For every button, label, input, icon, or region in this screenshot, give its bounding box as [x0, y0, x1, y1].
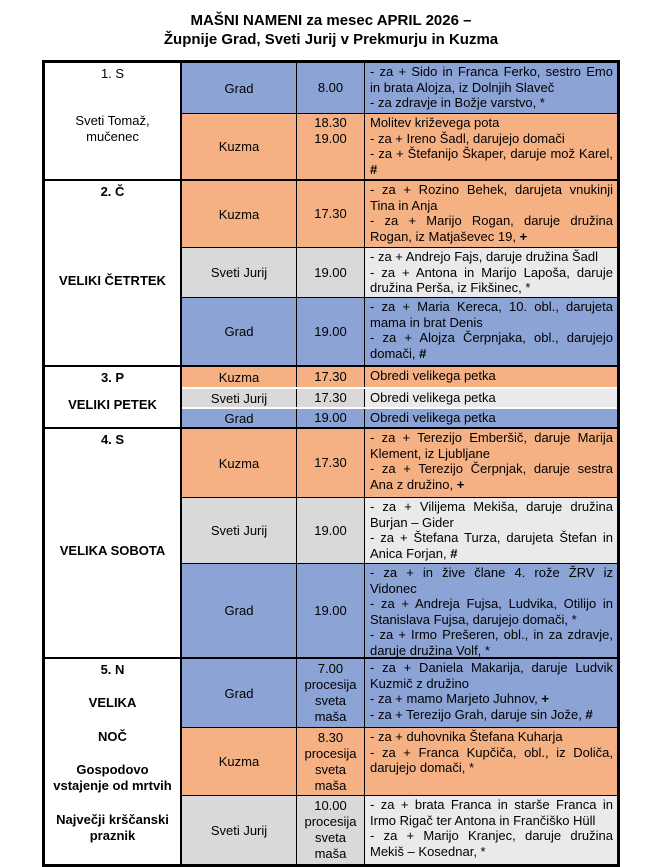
intention-line: - za + Štefana Turza, darujeta Štefan in Anica Forjan, # [370, 530, 613, 561]
mass-row [182, 563, 617, 657]
intentions-cell [365, 248, 617, 297]
page-title-line1: MAŠNI NAMENI za mesec APRIL 2026 – [190, 12, 472, 29]
intention-line: - za + mamo Marjeto Juhnov, + [370, 691, 549, 706]
intention-line: - za + Ireno Šadl, darujejo domači [370, 130, 565, 146]
intention-line: - za zdravje in Božje varstvo, * [370, 95, 545, 110]
mass-row [182, 407, 617, 427]
section-rows [182, 367, 617, 427]
intention-line: - za + Antona in Marijo Lapoša, daruje družina Perša, iz Fikšinec, * [370, 264, 613, 295]
mass-row [182, 727, 617, 795]
time-line: procesija [304, 677, 357, 692]
intention-line: - za + Irmo Prešeren, obl., in za zdravje, daruje družina Volf, * [370, 627, 613, 657]
time-line: sveta [314, 761, 347, 777]
mass-row [182, 659, 617, 727]
day-label: VELIKA [88, 695, 137, 711]
day-cell [45, 181, 182, 365]
time-line: procesija [304, 745, 357, 761]
time-cell [297, 181, 365, 247]
intentions-cell [365, 63, 617, 113]
intention-line: - za + Andrejo Fajs, daruje družina Šadl [370, 249, 598, 264]
intention-line: - za + Rozino Behek, darujeta vnukinji Tina in Anja [370, 182, 613, 213]
location-cell: Kuzma [182, 181, 297, 247]
intention-marker: + [456, 476, 465, 492]
intention-line: - za + Marijo Rogan, daruje družina Rogan, iz Matjaševec 19, + [370, 213, 613, 244]
day-section [45, 657, 617, 864]
intention-line: - za + Sido in Franca Ferko, sestro Emo in brata Alojza, iz Dolnjih Slaveč [370, 64, 613, 95]
day-cell [45, 659, 182, 864]
intention-marker: + [519, 228, 528, 244]
day-label: Gospodovo vstajenje od mrtvih [53, 762, 172, 794]
time-cell [297, 728, 365, 795]
intention-line: - za + duhovnika Štefana Kuharja [370, 729, 563, 744]
location-cell: Sveti Jurij [182, 248, 297, 297]
time-line: procesija [304, 814, 357, 829]
time-line: 10.00 [314, 798, 347, 813]
intention-line: - za + brata Franca in starše Franca in Irmo Rigač ter Antona in Frančiško Hüll [370, 797, 613, 828]
time-cell [297, 248, 365, 297]
day-labels [51, 82, 174, 176]
mass-row [182, 387, 617, 407]
time-line: 7.00 [317, 661, 344, 676]
mass-row [182, 297, 617, 365]
day-labels [51, 448, 174, 654]
intentions-cell [365, 659, 617, 727]
time-cell [297, 114, 365, 179]
intentions-cell [365, 114, 617, 179]
intentions-cell [365, 409, 617, 427]
location-cell: Grad [182, 409, 297, 427]
time-line: 19.00 [314, 264, 347, 280]
section-rows [182, 63, 617, 179]
day-label: Največji krščanski praznik [56, 811, 169, 843]
time-line: 17.30 [314, 390, 347, 405]
intentions-cell [365, 498, 617, 563]
time-line: 19.00 [314, 323, 347, 339]
time-line: 17.30 [314, 455, 347, 470]
time-cell [297, 367, 365, 387]
day-label: VELIKI PETEK [68, 397, 157, 412]
schedule-table [42, 60, 620, 867]
day-title: 4. S [100, 432, 125, 447]
intention-marker: # [585, 706, 593, 722]
mass-row [182, 181, 617, 247]
time-cell [297, 429, 365, 497]
location-cell: Sveti Jurij [182, 796, 297, 864]
day-labels [51, 386, 174, 424]
intention-line: - za + Terezijo Čerpnjak, daruje sestra Ana z družino, + [370, 461, 613, 492]
intention-line: Obredi velikega petka [370, 368, 496, 383]
intention-line: - za + Daniela Makarija, daruje Ludvik Kuzmič z družino [370, 660, 613, 691]
time-cell [297, 298, 365, 365]
mass-row [182, 795, 617, 864]
day-label: VELIKI ČETRTEK [59, 273, 166, 288]
time-cell [297, 409, 365, 427]
intention-line: - za + Terezijo Grah, daruje sin Jože, # [370, 706, 593, 722]
time-cell [297, 389, 365, 407]
day-title: 1. S [100, 66, 125, 81]
time-line: sveta [314, 830, 347, 845]
day-cell [45, 367, 182, 427]
section-rows [182, 429, 617, 657]
intentions-cell [365, 796, 617, 864]
intentions-cell [365, 367, 617, 387]
day-section [45, 63, 617, 179]
intentions-cell [365, 429, 617, 497]
location-cell: Sveti Jurij [182, 389, 297, 407]
page-title [0, 0, 662, 49]
location-cell: Kuzma [182, 728, 297, 795]
location-cell: Grad [182, 659, 297, 727]
intention-line: Molitev križevega pota [370, 115, 500, 130]
day-labels [51, 678, 174, 861]
time-cell [297, 659, 365, 727]
intention-marker: # [419, 345, 427, 361]
time-line: 19.00 [314, 410, 347, 425]
mass-row [182, 497, 617, 563]
intention-line: - za + Terezijo Emberšič, daruje Marija Klement, iz Ljubljane [370, 430, 613, 461]
intention-line: Obredi velikega petka [370, 410, 496, 425]
time-line: maša [314, 846, 347, 861]
intention-line: - za + Štefanijo Škaper, daruje mož Karel, # [370, 146, 613, 177]
intentions-cell [365, 728, 617, 795]
time-line: 19.00 [314, 602, 347, 618]
day-title: 3. P [100, 370, 125, 385]
day-label: Sveti Tomaž, mučenec [75, 113, 150, 144]
time-line: 19.00 [314, 131, 347, 146]
mass-row [182, 247, 617, 297]
time-cell [297, 796, 365, 864]
location-cell: Kuzma [182, 367, 297, 387]
intention-line: - za + Andreja Fujsa, Ludvika, Otilijo in Stanislava Fujsa, darujejo domači, * [370, 596, 613, 627]
location-cell: Sveti Jurij [182, 498, 297, 563]
section-rows [182, 181, 617, 365]
mass-row [182, 113, 617, 179]
intention-marker: # [370, 161, 378, 177]
time-cell [297, 63, 365, 113]
day-section [45, 179, 617, 365]
location-cell: Grad [182, 63, 297, 113]
time-line: maša [314, 709, 347, 724]
location-cell: Kuzma [182, 114, 297, 179]
time-cell [297, 564, 365, 657]
intention-line: - za + Maria Kereca, 10. obl., darujeta mama in brat Denis [370, 299, 613, 330]
intention-line: - za + Alojza Čerpnjaka, obl., darujejo domači, # [370, 330, 613, 361]
mass-row [182, 63, 617, 113]
intention-line: Obredi velikega petka [370, 390, 496, 405]
day-section [45, 427, 617, 657]
intention-marker: # [450, 545, 458, 561]
time-line: 18.30 [314, 115, 347, 130]
location-cell: Grad [182, 564, 297, 657]
intentions-cell [365, 298, 617, 365]
time-line: maša [314, 777, 347, 793]
time-line: 17.30 [314, 369, 347, 384]
day-label: NOČ [98, 728, 127, 744]
time-line: 8.00 [317, 80, 344, 95]
time-line: 17.30 [314, 206, 347, 221]
section-rows [182, 659, 617, 864]
intentions-cell [365, 181, 617, 247]
intentions-cell [365, 564, 617, 657]
time-line: 19.00 [314, 522, 347, 538]
mass-row [182, 367, 617, 387]
intention-marker: + [541, 691, 549, 706]
mass-row [182, 429, 617, 497]
location-cell: Kuzma [182, 429, 297, 497]
intention-line: - za + Franca Kupčiča, obl., iz Doliča, darujejo domači, * [370, 744, 613, 775]
time-line: 8.30 [317, 729, 344, 745]
day-cell [45, 429, 182, 657]
time-cell [297, 498, 365, 563]
day-title: 5. N [100, 662, 125, 677]
page-title-line2: Župnije Grad, Sveti Jurij v Prekmurju in Kuzma [163, 31, 499, 48]
time-line: sveta [314, 693, 347, 708]
day-title: 2. Č [100, 184, 125, 199]
day-section [45, 365, 617, 427]
intention-line: - za + in žive člane 4. rože ŽRV iz Vidonec [370, 565, 613, 596]
day-labels [51, 200, 174, 362]
day-label: VELIKA SOBOTA [59, 543, 166, 558]
location-cell: Grad [182, 298, 297, 365]
intention-line: - za + Marijo Kranjec, daruje družina Mekiš – Kosednar, * [370, 828, 613, 859]
day-cell [45, 63, 182, 179]
intention-line: - za + Vilijema Mekiša, daruje družina Burjan – Gider [370, 499, 613, 530]
intentions-cell [365, 389, 617, 407]
